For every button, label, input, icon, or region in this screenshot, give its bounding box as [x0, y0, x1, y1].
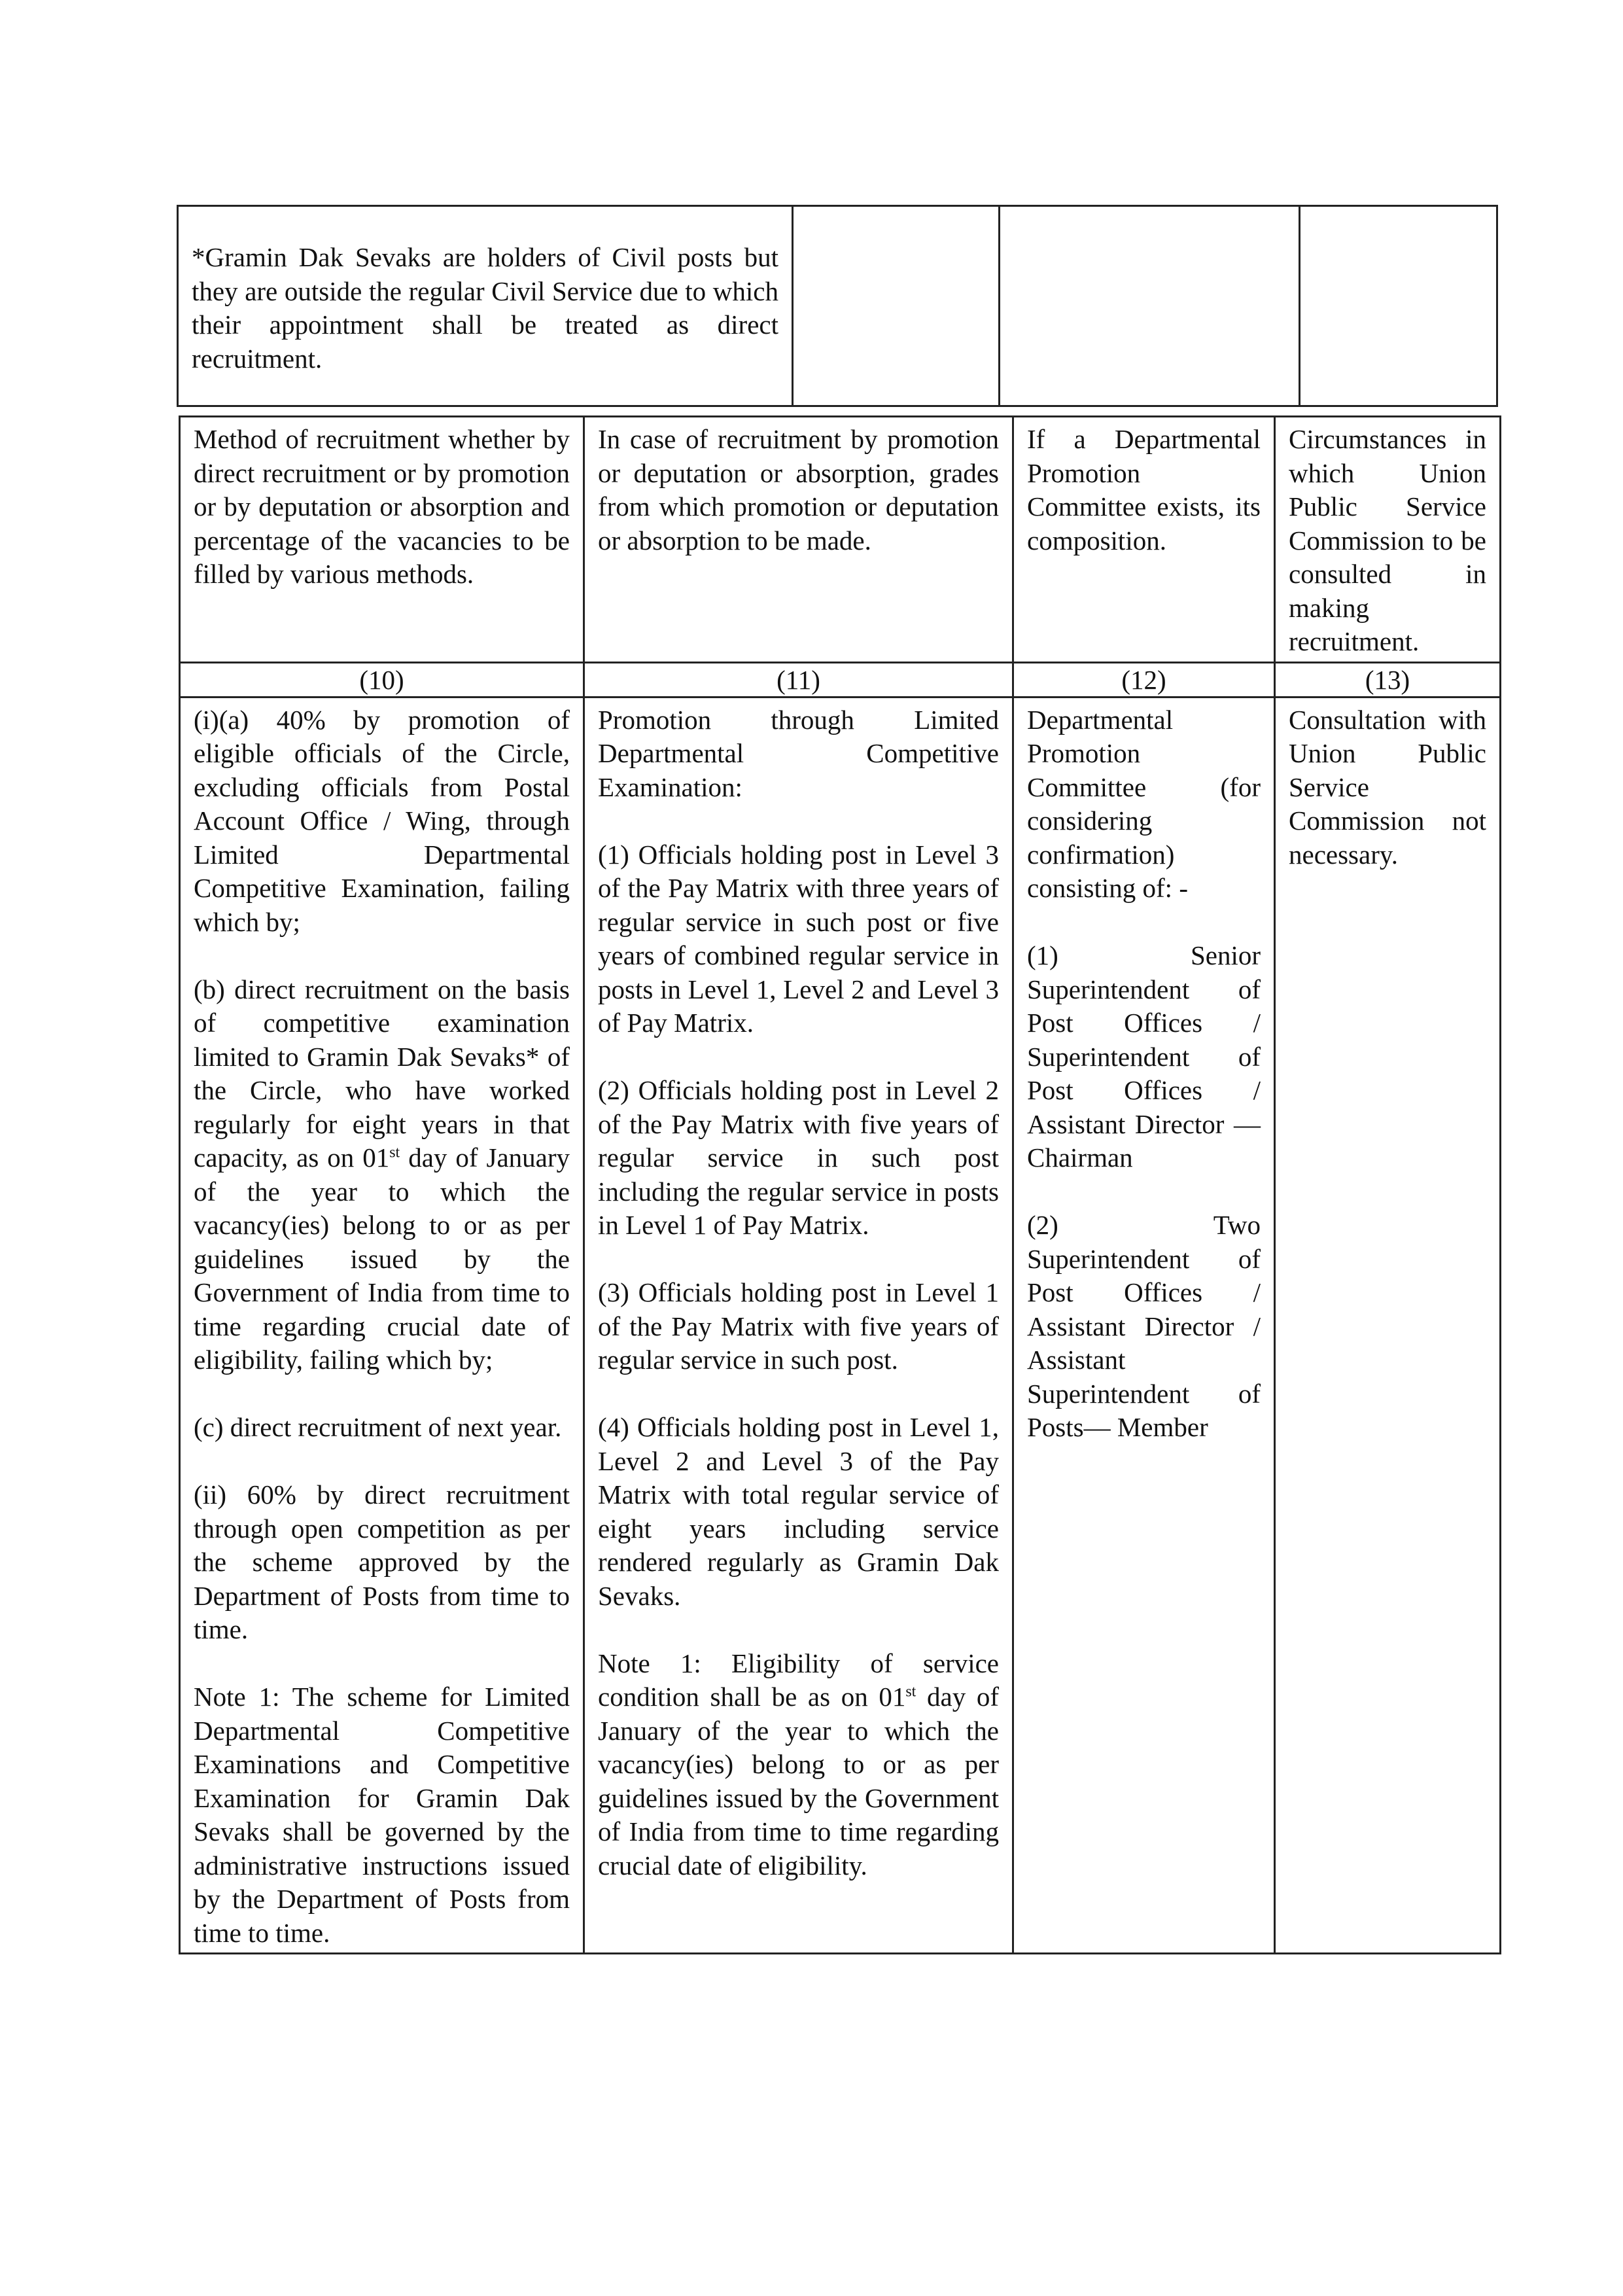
clause-text: day of January of the year to which the vacancy(ies) belong to or as per guidelines issued by the Government of India from time to time regarding crucial date of eligibility, failing which by;: [194, 1142, 570, 1375]
empty-cell: [1300, 206, 1497, 406]
column-number-12: (12): [1013, 662, 1275, 697]
header-row: [180, 417, 1501, 663]
ordinal-suffix: st: [389, 1144, 400, 1161]
upsc-text: Consultation with Union Public Service Commission not necessary.: [1289, 704, 1486, 870]
recruitment-table: [179, 415, 1501, 1954]
content-row: [180, 697, 1501, 1954]
column-number-row: [180, 662, 1501, 697]
promotion-clause: (i)(a) 40% by promotion of eligible officials of the Circle, excluding officials from Postal Account Office / Wing, through Limited Departmental Competitive Examination, failing which by;: [194, 704, 570, 937]
note-text: day of January of the year to which the vacancy(ies) belong to or as per guidelines issued by the Government of India from time to time regarding crucial date of eligibility.: [598, 1682, 999, 1881]
header-method-of-recruitment: Method of recruitment whether by direct recruitment or by promotion or by deputation or absorption and percentage of the vacancies to be filled by various methods.: [180, 417, 584, 663]
open-competition-clause: (ii) 60% by direct recruitment through open competition as per the scheme approved by the Department of Posts from time to time.: [194, 1479, 570, 1644]
clause-text: (b) direct recruitment on the basis of competitive examination limited to Gramin Dak Sevaks* of the Circle, who have worked regularly for eight years in that capacity, as on 01: [194, 974, 570, 1173]
dpc-member: (2) Two Superintendent of Post Offices / Assistant Director / Assistant Superintendent of Posts— Member: [1027, 1210, 1261, 1442]
eligibility-level-2: (2) Officials holding post in Level 2 of the Pay Matrix with five years of regular service in such post including the regular service in posts in Level 1 of Pay Matrix.: [598, 1075, 999, 1240]
dpc-intro: Departmental Promotion Committee (for considering confirmation) consisting of: -: [1027, 704, 1261, 903]
header-upsc-consultation: Circumstances in which Union Public Service Commission to be consulted in making recruitment.: [1275, 417, 1501, 663]
next-year-clause: (c) direct recruitment of next year.: [194, 1412, 562, 1442]
ordinal-suffix: st: [905, 1683, 916, 1701]
footnote-cell: *Gramin Dak Sevaks are holders of Civil posts but they are outside the regular Civil Service due to which their appointment shall be treated as direct recruitment.: [178, 206, 793, 406]
method-of-recruitment-cell: [180, 697, 584, 1954]
gds-direct-recruitment-clause: [194, 973, 570, 1377]
promotion-grades-cell: [584, 697, 1013, 1954]
column-number-10: (10): [180, 662, 584, 697]
header-dpc-composition: If a Departmental Promotion Committee exists, its composition.: [1013, 417, 1275, 663]
footnote-table: [177, 205, 1498, 407]
empty-cell: [1000, 206, 1300, 406]
note-text: Note 1: Eligibility of service condition shall be as on 01: [598, 1648, 999, 1712]
column-number-11: (11): [584, 662, 1013, 697]
eligibility-level-3: (1) Officials holding post in Level 3 of the Pay Matrix with three years of regular service in such post or five years of combined regular service in posts in Level 1, Level 2 and Level 3 of Pay Matrix.: [598, 839, 999, 1038]
header-promotion-grades: In case of recruitment by promotion or deputation or absorption, grades from which promotion or deputation or absorption to be made.: [584, 417, 1013, 663]
dpc-composition-cell: [1013, 697, 1275, 1954]
eligibility-combined: (4) Officials holding post in Level 1, Level 2 and Level 3 of the Pay Matrix with total regular service of eight years including service rendered regularly as Gramin Dak Sevaks.: [598, 1412, 999, 1611]
column-number-13: (13): [1275, 662, 1501, 697]
note-1: [598, 1647, 999, 1883]
footnote-row: [178, 206, 1497, 406]
empty-cell: [793, 206, 1000, 406]
dpc-chairman: (1) Senior Superintendent of Post Offices / Superintendent of Post Offices / Assistant Director — Chairman: [1027, 940, 1261, 1173]
ldce-heading: Promotion through Limited Departmental Competitive Examination:: [598, 704, 999, 802]
upsc-consultation-cell: [1275, 697, 1501, 1954]
note-1: Note 1: The scheme for Limited Departmental Competitive Examinations and Competitive Examination for Gramin Dak Sevaks shall be governed by the administrative instructions issued by the Department of Posts from time to time.: [194, 1682, 570, 1948]
eligibility-level-1: (3) Officials holding post in Level 1 of the Pay Matrix with five years of regular service in such post.: [598, 1277, 999, 1375]
